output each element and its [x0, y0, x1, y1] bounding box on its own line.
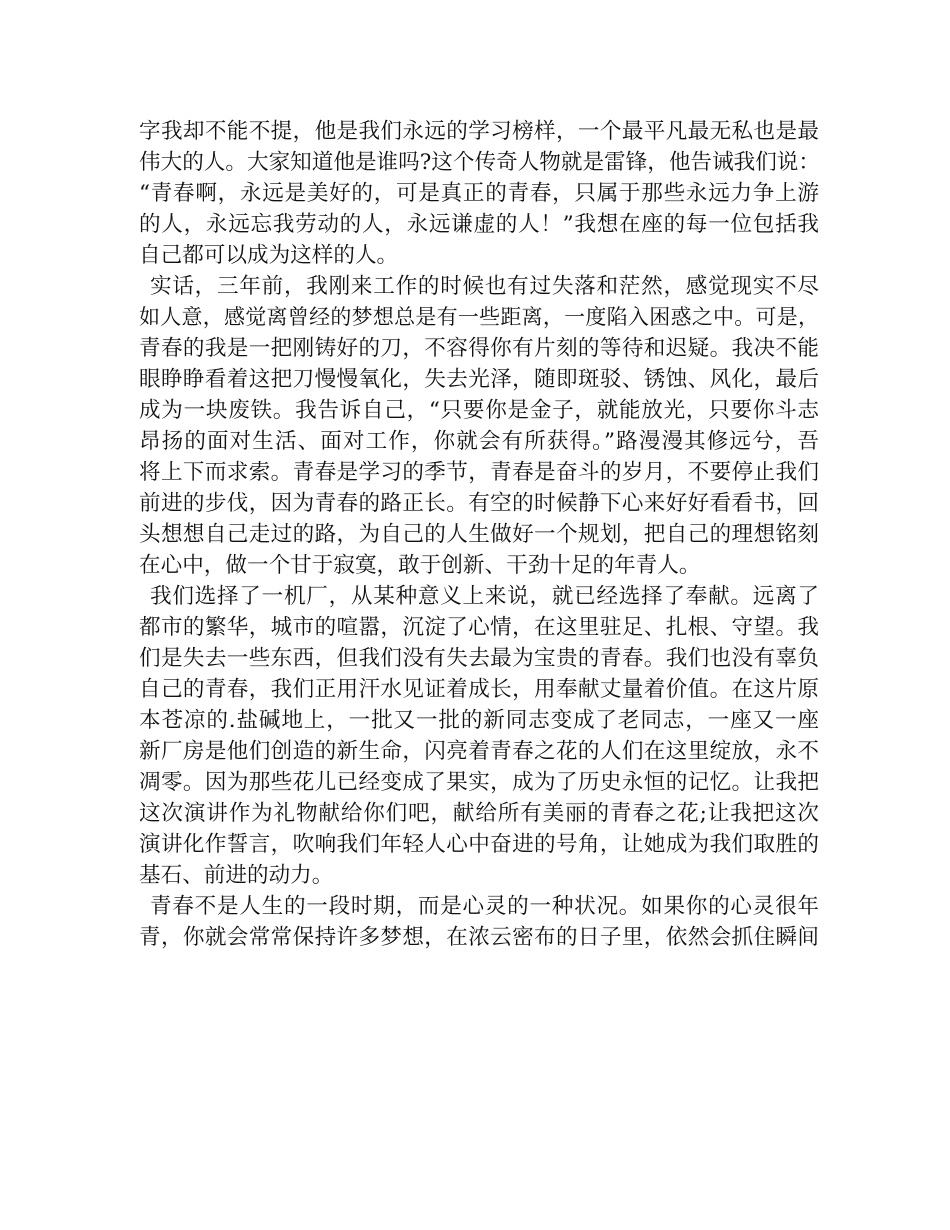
- text-line: 将上下而求索。青春是学习的季节，青春是奋斗的岁月，不要停止我们: [139, 460, 819, 485]
- paragraph-1: [139, 116, 819, 271]
- text-line: 前进的步伐，因为青春的路正长。有空的时候静下心来好好看看书，回: [139, 491, 819, 516]
- text-line: 伟大的人。大家知道他是谁吗?这个传奇人物就是雷锋，他告诫我们说：: [139, 150, 820, 175]
- text-line: 们是失去一些东西，但我们没有失去最为宝贵的青春。我们也没有辜负: [139, 646, 819, 671]
- paragraph-3: [139, 581, 819, 891]
- paragraph-2: [139, 271, 819, 581]
- text-line: 演讲化作誓言，吹响我们年轻人心中奋进的号角，让她成为我们取胜的: [139, 832, 819, 857]
- document-body: [139, 116, 819, 953]
- text-line: 在心中，做一个甘于寂寞，敢于创新、干劲十足的年青人。: [139, 553, 701, 578]
- text-line: “青春啊，永远是美好的，可是真正的青春，只属于那些永远力争上游: [139, 181, 819, 206]
- text-line: 实话，三年前，我刚来工作的时候也有过失落和茫然，感觉现实不尽: [150, 274, 819, 299]
- text-line: 青春不是人生的一段时期，而是心灵的一种状况。如果你的心灵很年: [150, 894, 819, 919]
- text-line: 头想想自己走过的路，为自己的人生做好一个规划，把自己的理想铭刻: [139, 522, 819, 547]
- text-line: 都市的繁华，城市的喧嚣，沉淀了心情，在这里驻足、扎根、守望。我: [139, 615, 819, 640]
- text-line: 新厂房是他们创造的新生命，闪亮着青春之花的人们在这里绽放，永不: [139, 739, 819, 764]
- text-line: 青，你就会常常保持许多梦想，在浓云密布的日子里，依然会抓住瞬间: [139, 925, 819, 950]
- text-line: 如人意，感觉离曾经的梦想总是有一些距离，一度陷入困惑之中。可是，: [139, 305, 819, 329]
- text-line: 成为一块废铁。我告诉自己，“只要你是金子，就能放光，只要你斗志: [139, 398, 819, 423]
- paragraph-4: [139, 891, 819, 953]
- text-line: 凋零。因为那些花儿已经变成了果实，成为了历史永恒的记忆。让我把: [139, 770, 819, 795]
- text-line: 自己都可以成为这样的人。: [139, 243, 399, 268]
- text-line: 自己的青春，我们正用汗水见证着成长，用奉献丈量着价值。在这片原: [139, 677, 819, 702]
- text-line: 青春的我是一把刚铸好的刀，不容得你有片刻的等待和迟疑。我决不能: [139, 336, 819, 361]
- text-line: 昂扬的面对生活、面对工作，你就会有所获得。”路漫漫其修远兮，吾: [139, 429, 819, 454]
- text-line: 字我却不能不提，他是我们永远的学习榜样，一个最平凡最无私也是最: [139, 119, 819, 144]
- text-line: 的人，永远忘我劳动的人，永远谦虚的人！”我想在座的每一位包括我: [139, 212, 819, 237]
- text-line: 本苍凉的.盐碱地上，一批又一批的新同志变成了老同志，一座又一座: [139, 708, 819, 733]
- text-line: 眼睁睁看着这把刀慢慢氧化，失去光泽，随即斑驳、锈蚀、风化，最后: [139, 367, 819, 392]
- text-line: 基石、前进的动力。: [139, 863, 334, 888]
- text-line: 我们选择了一机厂，从某种意义上来说，就已经选择了奉献。远离了: [150, 584, 819, 609]
- text-line: 这次演讲作为礼物献给你们吧，献给所有美丽的青春之花;让我把这次: [139, 801, 819, 826]
